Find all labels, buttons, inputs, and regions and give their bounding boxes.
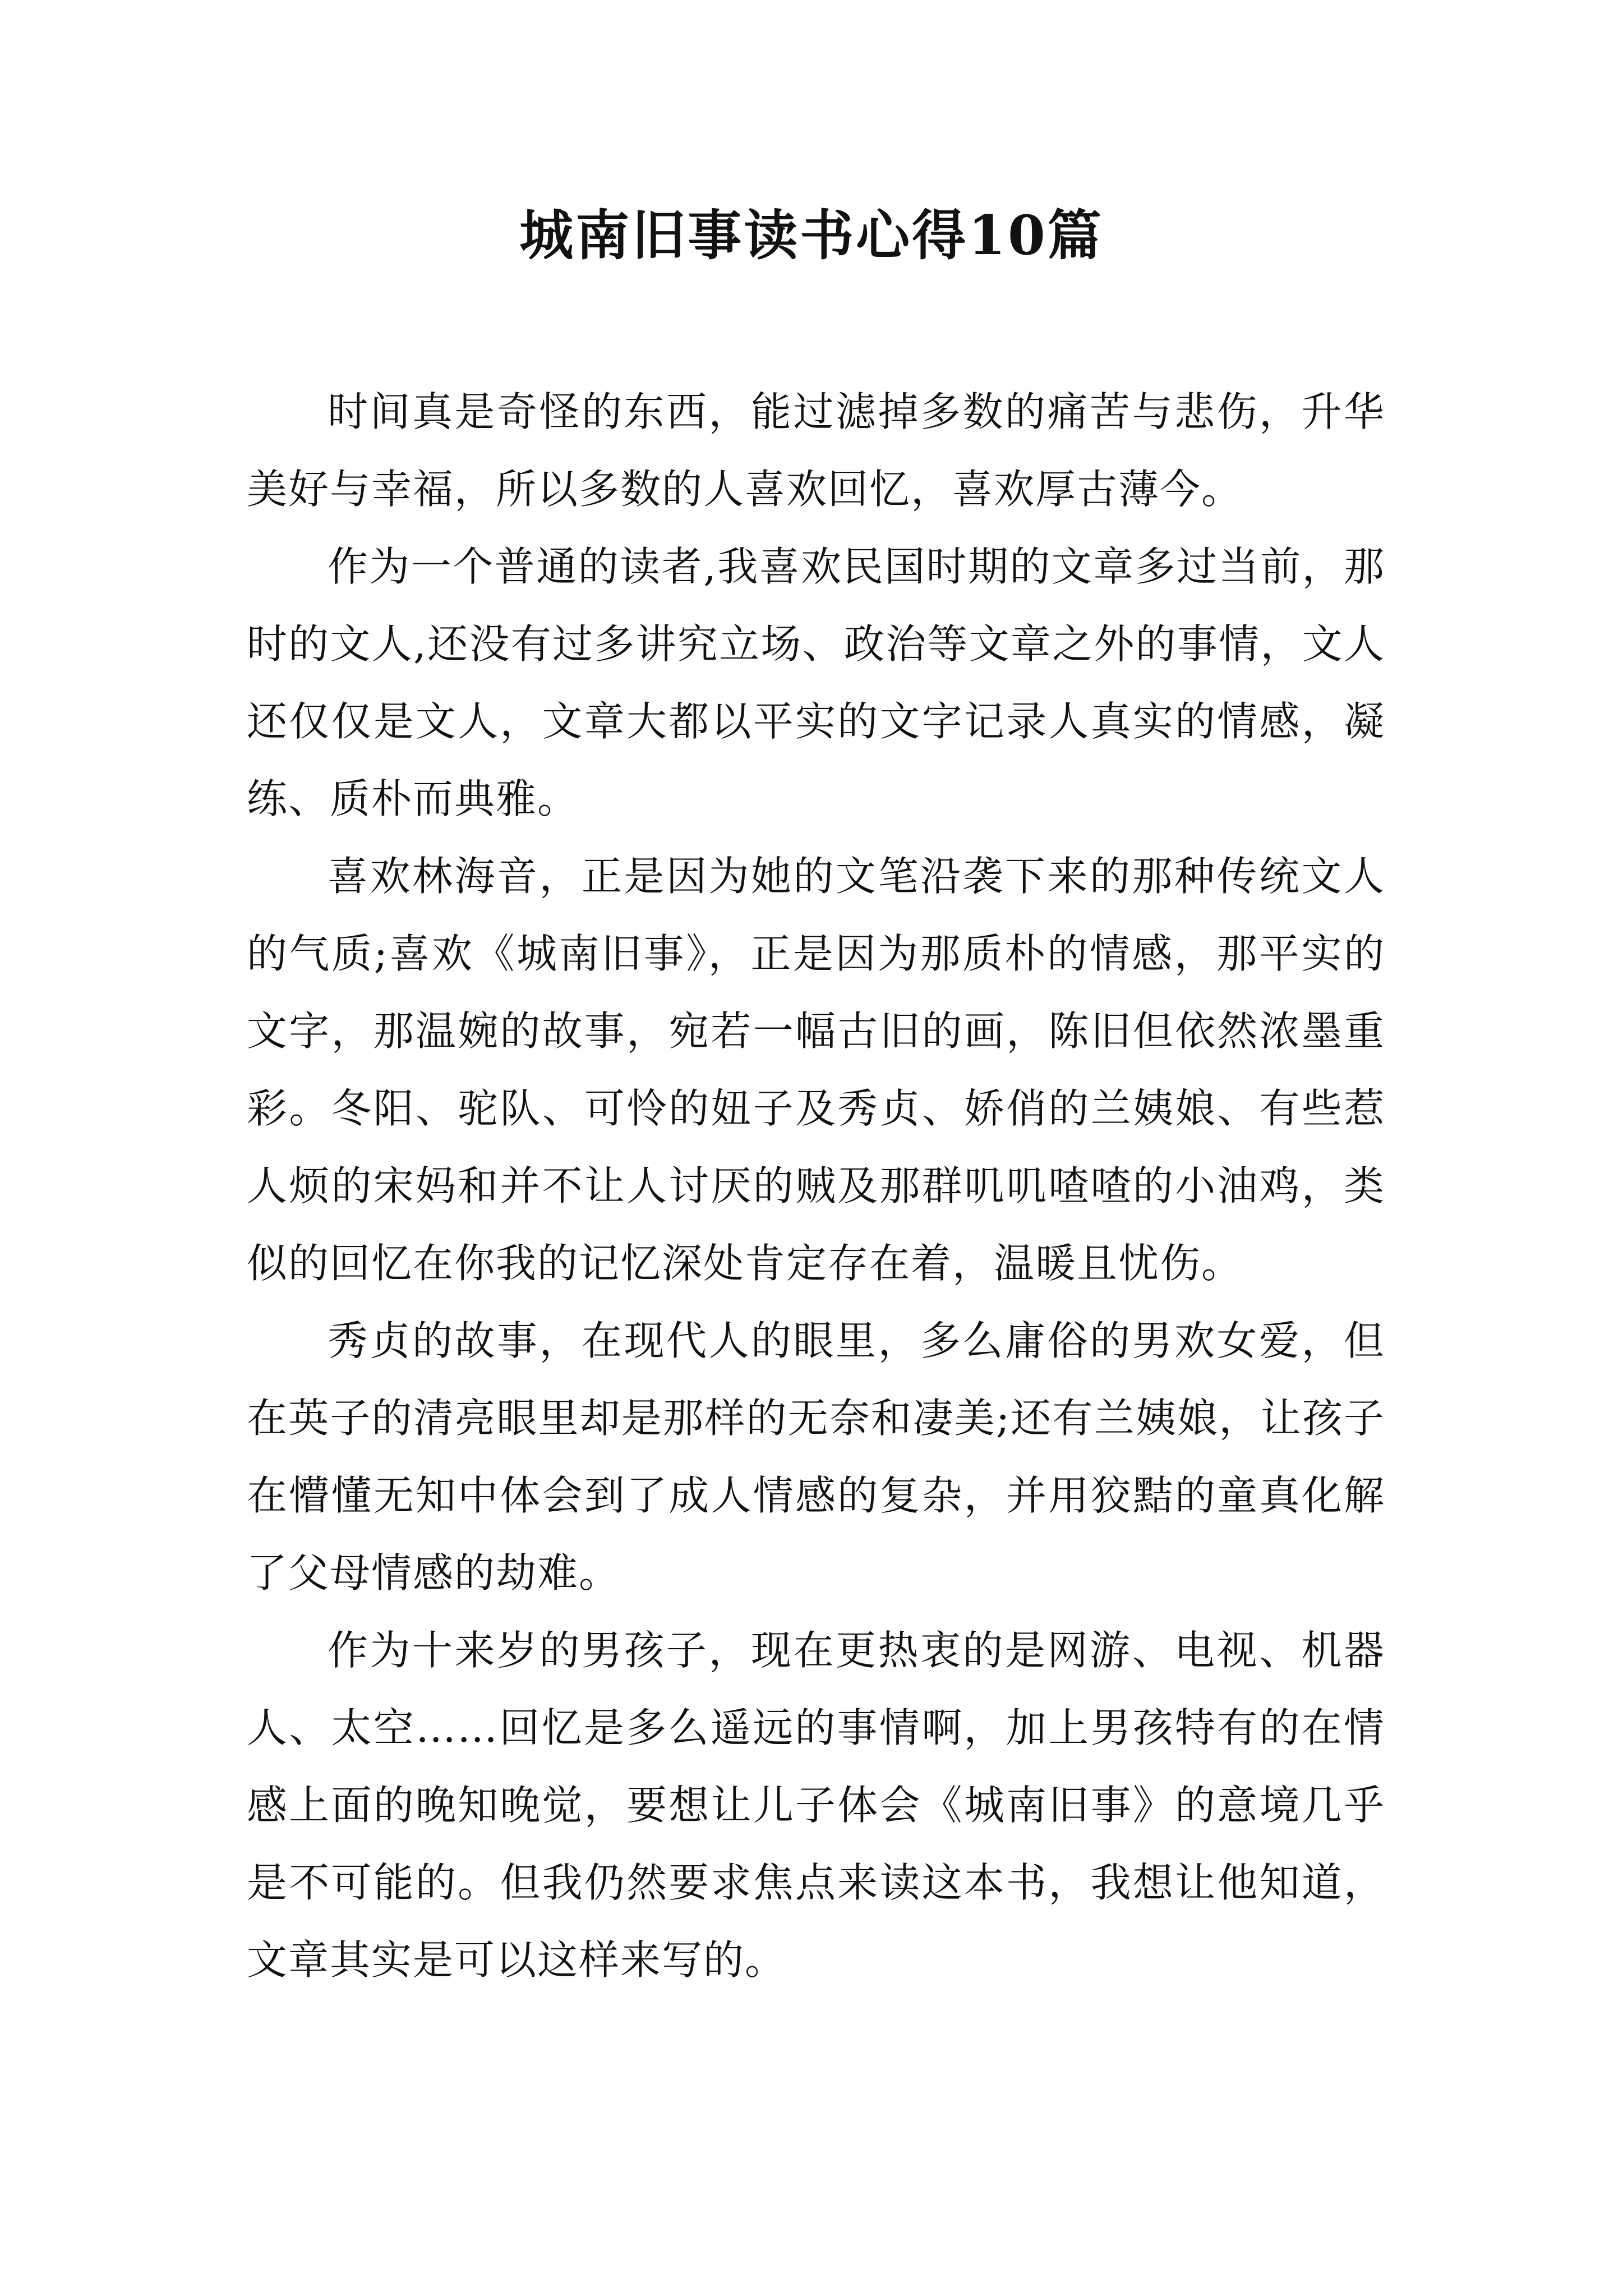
paragraph-3: 喜欢林海音，正是因为她的文笔沿袭下来的那种传统文人的气质;喜欢《城南旧事》，正是因为那质朴的情感，那平实的文字，那温婉的故事，宛若一幅古旧的画，陈旧但依然浓墨重彩。冬阳、驼队、可怜的妞子及秀贞、娇俏的兰姨娘、有些惹人烦的宋妈和并不让人讨厌的贼及那群叽叽喳喳的小油鸡，类似的回忆在你我的记忆深处肯定存在着，温暖且忧伤。 bbox=[247, 853, 1385, 1287]
paragraph-1: 时间真是奇怪的东西，能过滤掉多数的痛苦与悲伤，升华美好与幸福，所以多数的人喜欢回忆，喜欢厚古薄今。 bbox=[247, 388, 1385, 513]
paragraph-5: 作为十来岁的男孩子，现在更热衷的是网游、电视、机器人、太空……回忆是多么遥远的事情啊，加上男孩特有的在情感上面的晚知晚觉，要想让儿子体会《城南旧事》的意境几乎是不可能的。但我仍然要求焦点来读这本书，我想让他知道，文章其实是可以这样来写的。 bbox=[247, 1627, 1385, 1984]
document-title: 城南旧事读书心得10篇 bbox=[519, 204, 1104, 267]
paragraph-2: 作为一个普通的读者,我喜欢民国时期的文章多过当前，那时的文人,还没有过多讲究立场、政治等文章之外的事情，文人还仅仅是文人，文章大都以平实的文字记录人真实的情感，凝练、质朴而典雅。 bbox=[247, 543, 1385, 822]
paragraph-4: 秀贞的故事，在现代人的眼里，多么庸俗的男欢女爱，但在英子的清亮眼里却是那样的无奈和凄美;还有兰姨娘，让孩子在懵懂无知中体会到了成人情感的复杂，并用狡黠的童真化解了父母情感的劫难。 bbox=[247, 1317, 1385, 1596]
document-body bbox=[247, 373, 1385, 1999]
